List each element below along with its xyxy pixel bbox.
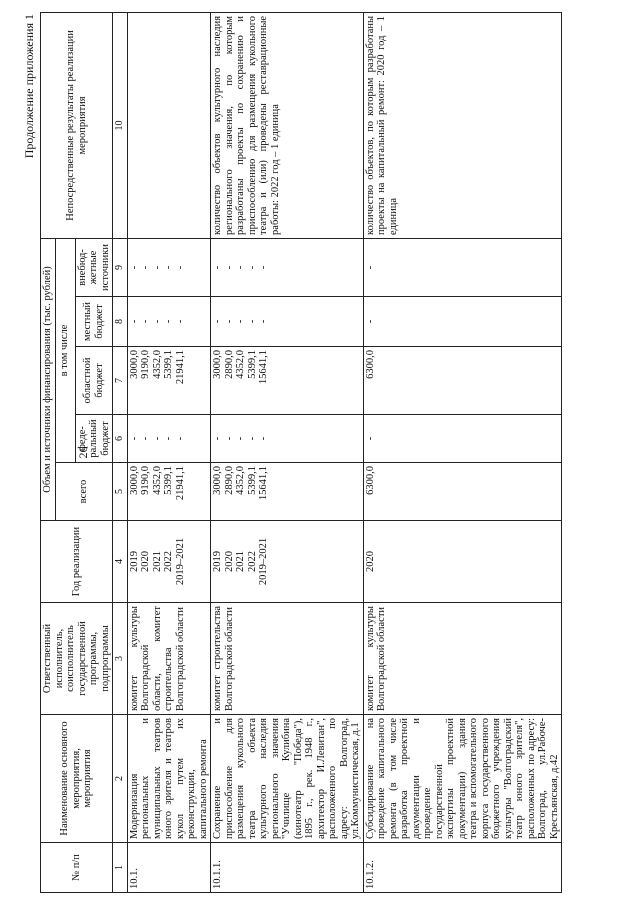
col-number: 10 [113, 12, 128, 238]
federal-cell [127, 415, 211, 463]
year-value: 2020 [364, 551, 376, 572]
extra-value: - [212, 265, 223, 270]
local-cell [363, 297, 562, 347]
regional-value: 2890,0 [223, 350, 235, 379]
federal-value: - [235, 436, 246, 441]
total-value: 5399,1 [246, 466, 258, 495]
federal-value: - [364, 436, 376, 441]
total-cell [127, 463, 211, 521]
year-value: 2020 [223, 551, 235, 572]
federal-value: - [223, 436, 235, 441]
extra-value: - [235, 265, 246, 270]
col-number: 4 [113, 521, 128, 603]
result-text: количество объектов, по которым разработаны проекты на капитальный ремонт: 2020 год – 1 единица [363, 12, 562, 238]
regional-value: 4352,0 [151, 350, 163, 379]
local-value: - [212, 319, 223, 324]
extra-value: - [128, 265, 140, 270]
header-total: всего [55, 463, 113, 521]
total-value: 4352,0 [151, 466, 163, 495]
regional-cell [127, 347, 211, 415]
header-incl: в том числе [55, 238, 75, 462]
total-value: 5399,1 [163, 466, 174, 495]
extra-value: - [174, 265, 186, 270]
result-text [127, 12, 211, 238]
total-value: 3000,0 [128, 466, 140, 495]
continuation-label: Продолжение приложения 1 [22, 14, 36, 159]
federal-value: - [140, 436, 151, 441]
total-value: 4352,0 [235, 466, 246, 495]
page-number: 26 [76, 446, 90, 459]
extra-value: - [223, 265, 235, 270]
extra-cell [211, 238, 364, 296]
federal-cell [211, 415, 364, 463]
header-volume: Объем и источники финансирования (тыс. рублей) [41, 238, 56, 520]
event-name: Сохранение и приспособление для размещения кукольного театра объекта культурного наследия регионального значения "Училище Кулибина (кинотеатр "Победа"), 1895 г., рек. 1948 г., архитектор И.Левитан", расположенного по адресу: Волгоград, ул.Коммунистическая, д.1 [211, 715, 364, 843]
col-number: 2 [113, 715, 128, 843]
year-value: 2019–2021 [258, 537, 269, 586]
local-value: - [151, 319, 163, 324]
local-value: - [258, 319, 269, 324]
col-number: 5 [113, 463, 128, 521]
table-row [363, 12, 562, 892]
header-local: местный бюджет [75, 297, 113, 347]
local-cell [127, 297, 211, 347]
total-cell [363, 463, 562, 521]
row-number: 10.1.2. [363, 843, 562, 893]
extra-cell [127, 238, 211, 296]
responsible-executor: комитет культуры Волгоградской области [363, 603, 562, 715]
total-value: 21941,1 [174, 466, 186, 501]
regional-value: 15641,1 [258, 350, 269, 385]
year-value: 2019 [212, 551, 223, 572]
header-extra: внебюд-жетные источники [75, 238, 113, 296]
total-value: 3000,0 [212, 466, 223, 495]
years-cell [127, 521, 211, 603]
col-number: 8 [113, 297, 128, 347]
result-text: количество объектов культурного наследия регионального значения, по которым разработаны проекты по сохранению и приспособлению для размещения кукольного театра и (или) проведены реставрационные работы: 2022 год – 1 единица [211, 12, 364, 238]
federal-value: - [163, 436, 174, 441]
financing-table [40, 12, 562, 893]
years-cell [211, 521, 364, 603]
col-number: 6 [113, 415, 128, 463]
total-value: 2890,0 [223, 466, 235, 495]
table-row [127, 12, 211, 892]
column-number-row [113, 12, 128, 892]
row-number: 10.1. [127, 843, 211, 893]
extra-cell [363, 238, 562, 296]
local-cell [211, 297, 364, 347]
table-row [211, 12, 364, 892]
header-federal: феде-ральный бюджет [75, 415, 113, 463]
regional-value: 5399,1 [163, 350, 174, 379]
extra-value: - [151, 265, 163, 270]
row-number: 10.1.1. [211, 843, 364, 893]
regional-value: 5399,1 [246, 350, 258, 379]
regional-value: 3000,0 [128, 350, 140, 379]
year-value: 2020 [140, 551, 151, 572]
col-number: 1 [113, 843, 128, 893]
local-value: - [246, 319, 258, 324]
local-value: - [235, 319, 246, 324]
year-value: 2021 [235, 551, 246, 572]
header-regional: областной бюджет [75, 347, 113, 415]
event-name: Субсидирование на проведение капитального ремонта (в том числе разработка проектной документации и проведение государственной экспертизы проектной документации) здания театра и вспомогательного корпуса государственного бюджетного учреждения культуры "Волгоградский театр юного зрителя", расположенных по адресу: Волгоград, ул.Рабоче-Крестьянская, д.42 [363, 715, 562, 843]
regional-value: 9190,0 [140, 350, 151, 379]
regional-cell [363, 347, 562, 415]
regional-value: 3000,0 [212, 350, 223, 379]
local-value: - [128, 319, 140, 324]
col-number: 3 [113, 603, 128, 715]
total-value: 6300,0 [364, 466, 376, 495]
responsible-executor: комитет культуры Волгоградской области, комитет строительства Волгоградской области [127, 603, 211, 715]
total-value: 15641,1 [258, 466, 269, 501]
federal-value: - [246, 436, 258, 441]
years-cell [363, 521, 562, 603]
regional-value: 21941,1 [174, 350, 186, 385]
header-year: Год реализации [41, 521, 113, 603]
federal-value: - [151, 436, 163, 441]
year-value: 2022 [246, 551, 258, 572]
regional-cell [211, 347, 364, 415]
extra-value: - [364, 265, 376, 270]
col-number: 7 [113, 347, 128, 415]
extra-value: - [140, 265, 151, 270]
year-value: 2019 [128, 551, 140, 572]
col-number: 9 [113, 238, 128, 296]
extra-value: - [163, 265, 174, 270]
federal-value: - [174, 436, 186, 441]
header-name: Наименование основного мероприятия, мероприятия [41, 715, 113, 843]
year-value: 2022 [163, 551, 174, 572]
regional-value: 6300,0 [364, 350, 376, 379]
extra-value: - [258, 265, 269, 270]
local-value: - [163, 319, 174, 324]
event-name: Модернизация региональных и муниципальных театров юного зрителя и театров кукол путем их реконструкции, капитального ремонта [127, 715, 211, 843]
federal-value: - [128, 436, 140, 441]
local-value: - [364, 319, 376, 324]
extra-value: - [246, 265, 258, 270]
regional-value: 4352,0 [235, 350, 246, 379]
local-value: - [223, 319, 235, 324]
table-header [41, 12, 128, 892]
federal-value: - [212, 436, 223, 441]
federal-cell [363, 415, 562, 463]
header-no: № п/п [41, 843, 113, 893]
year-value: 2021 [151, 551, 163, 572]
total-value: 9190,0 [140, 466, 151, 495]
header-results: Непосредственные результаты реализации мероприятия [41, 12, 113, 238]
local-value: - [140, 319, 151, 324]
total-cell [211, 463, 364, 521]
federal-value: - [258, 436, 269, 441]
responsible-executor: комитет строительства Волгоградской области [211, 603, 364, 715]
year-value: 2019–2021 [174, 537, 186, 586]
local-value: - [174, 319, 186, 324]
header-responsible: Ответственный исполнитель, соисполнитель государственной программы, подпрограммы [41, 603, 113, 715]
